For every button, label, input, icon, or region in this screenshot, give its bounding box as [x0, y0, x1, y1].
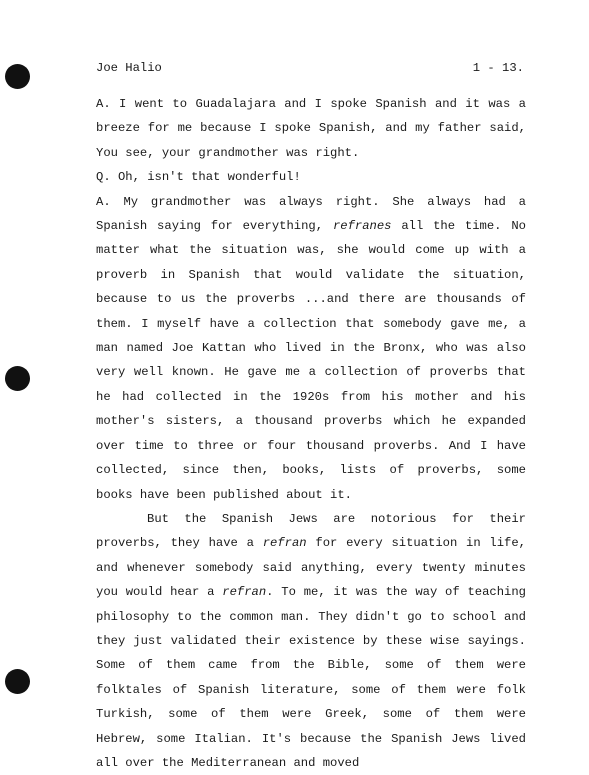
transcript-body: [96, 92, 526, 775]
text-run: all the time. No matter what the situation was, she would come up with a proverb in Spanish that would validate the situation, because to us the proverbs ...and there are thousands of them. I myself have a collection that somebody gave me, a man named Joe Kattan who lived in the Bronx, who was also very well known. He gave me a collection of proverbs that he had collected in the 1920s from his mother and his mother's sisters, a thousand proverbs which he expanded over time to three or four thousand proverbs. And I have collected, since then, books, lists of proverbs, some books have been published about it.: [96, 219, 526, 502]
text-run: for every situation in life, and whenever somebody said anything, every twenty minutes you would hear a: [96, 536, 526, 600]
paragraph-continuation: [96, 507, 526, 775]
text-run: But the Spanish Jews are notorious for their proverbs, they have a: [96, 511, 526, 551]
italic-term: refran: [222, 585, 267, 600]
text-run: A. My grandmother was always right. She always had a Spanish saying for everything,: [96, 194, 526, 234]
paragraph-question-1: Q. Oh, isn't that wonderful!: [96, 170, 301, 185]
italic-term: refranes: [332, 219, 392, 234]
binder-hole-bottom: [5, 669, 30, 694]
binder-hole-top: [5, 64, 30, 89]
paragraph-answer-2: [96, 190, 526, 507]
text-run: . To me, it was the way of teaching philosophy to the common man. They didn't go to school and they just validated their existence by these wise sayings. Some of them came from the Bible, some of them were folktales of Spanish literature, some of them were folk Turkish, some of them were Greek, some of them were Hebrew, some Italian. It's because the Spanish Jews lived all over the Mediterranean and moved: [96, 585, 526, 770]
binder-hole-middle: [5, 366, 30, 391]
paragraph-answer-1: A. I went to Guadalajara and I spoke Spanish and it was a breeze for me because I spoke Spanish, and my father said, You see, your grandmother was right.: [96, 97, 526, 160]
page-number: 1 - 13.: [472, 61, 524, 75]
header-name: Joe Halio: [96, 61, 162, 75]
italic-term: refran: [262, 536, 307, 551]
